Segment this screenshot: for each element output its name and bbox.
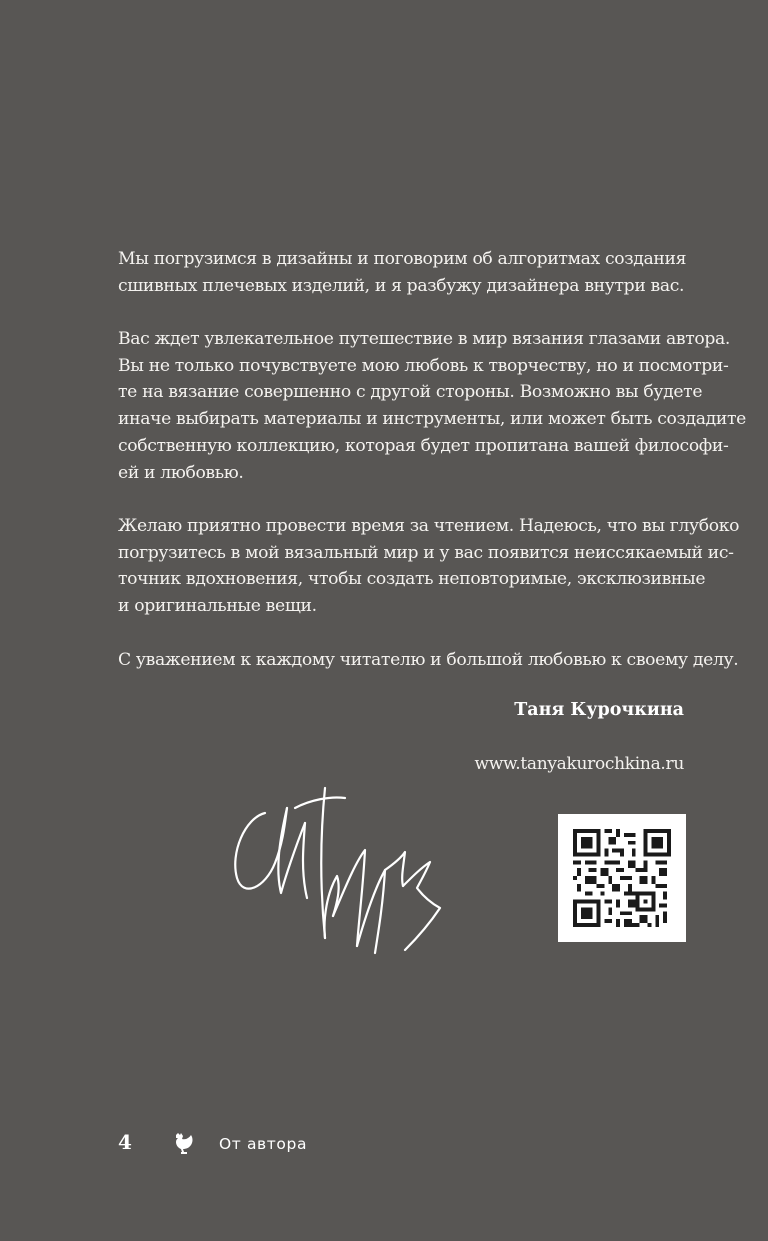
text-line: сшивных плечевых изделий, и я разбужу дизайнера внутри вас. [118, 275, 685, 296]
text-line: Желаю приятно провести время за чтением. Надеюсь, что вы глубоко [118, 516, 740, 536]
text-line: ей и любовью. [118, 462, 244, 483]
intro-paragraph [118, 246, 692, 299]
text-line: те на вязание совершенно с другой стороны. Возможно вы будете [118, 382, 703, 403]
text-line: иначе выбирать материалы и инструменты, или может быть создадите [118, 409, 746, 430]
website-link[interactable]: www.tanyakurochkina.ru [474, 754, 684, 774]
hen-icon [174, 1132, 194, 1156]
qr-code[interactable] [558, 814, 686, 942]
qr-code-pattern [573, 829, 671, 927]
author-name: Таня Курочкина [514, 700, 684, 720]
closing-paragraph [118, 647, 739, 674]
text-line: собственную коллекцию, которая будет пропитана вашей философи- [118, 435, 729, 456]
text-line: Вы не только почувствуете мою любовь к творчеству, но и посмотри- [118, 355, 729, 376]
text-line: Вас ждет увлекательное путешествие в мир вязания глазами автора. [118, 329, 731, 349]
page-number: 4 [118, 1130, 132, 1154]
journey-paragraph [118, 326, 746, 486]
wish-paragraph [118, 513, 740, 620]
text-line: и оригинальные вещи. [118, 596, 317, 617]
page-footer [118, 1130, 418, 1158]
signature-image [225, 778, 455, 963]
section-title: От автора [219, 1135, 308, 1153]
text-line: Мы погрузимся в дизайны и поговорим об алгоритмах создания [118, 249, 687, 269]
text-line: погрузитесь в мой вязальный мир и у вас появится неиссякаемый ис- [118, 542, 734, 563]
text-line: точник вдохновения, чтобы создать неповторимые, эксклюзивные [118, 569, 706, 590]
text-line: С уважением к каждому читателю и большой любовью к своему делу. [118, 650, 739, 670]
